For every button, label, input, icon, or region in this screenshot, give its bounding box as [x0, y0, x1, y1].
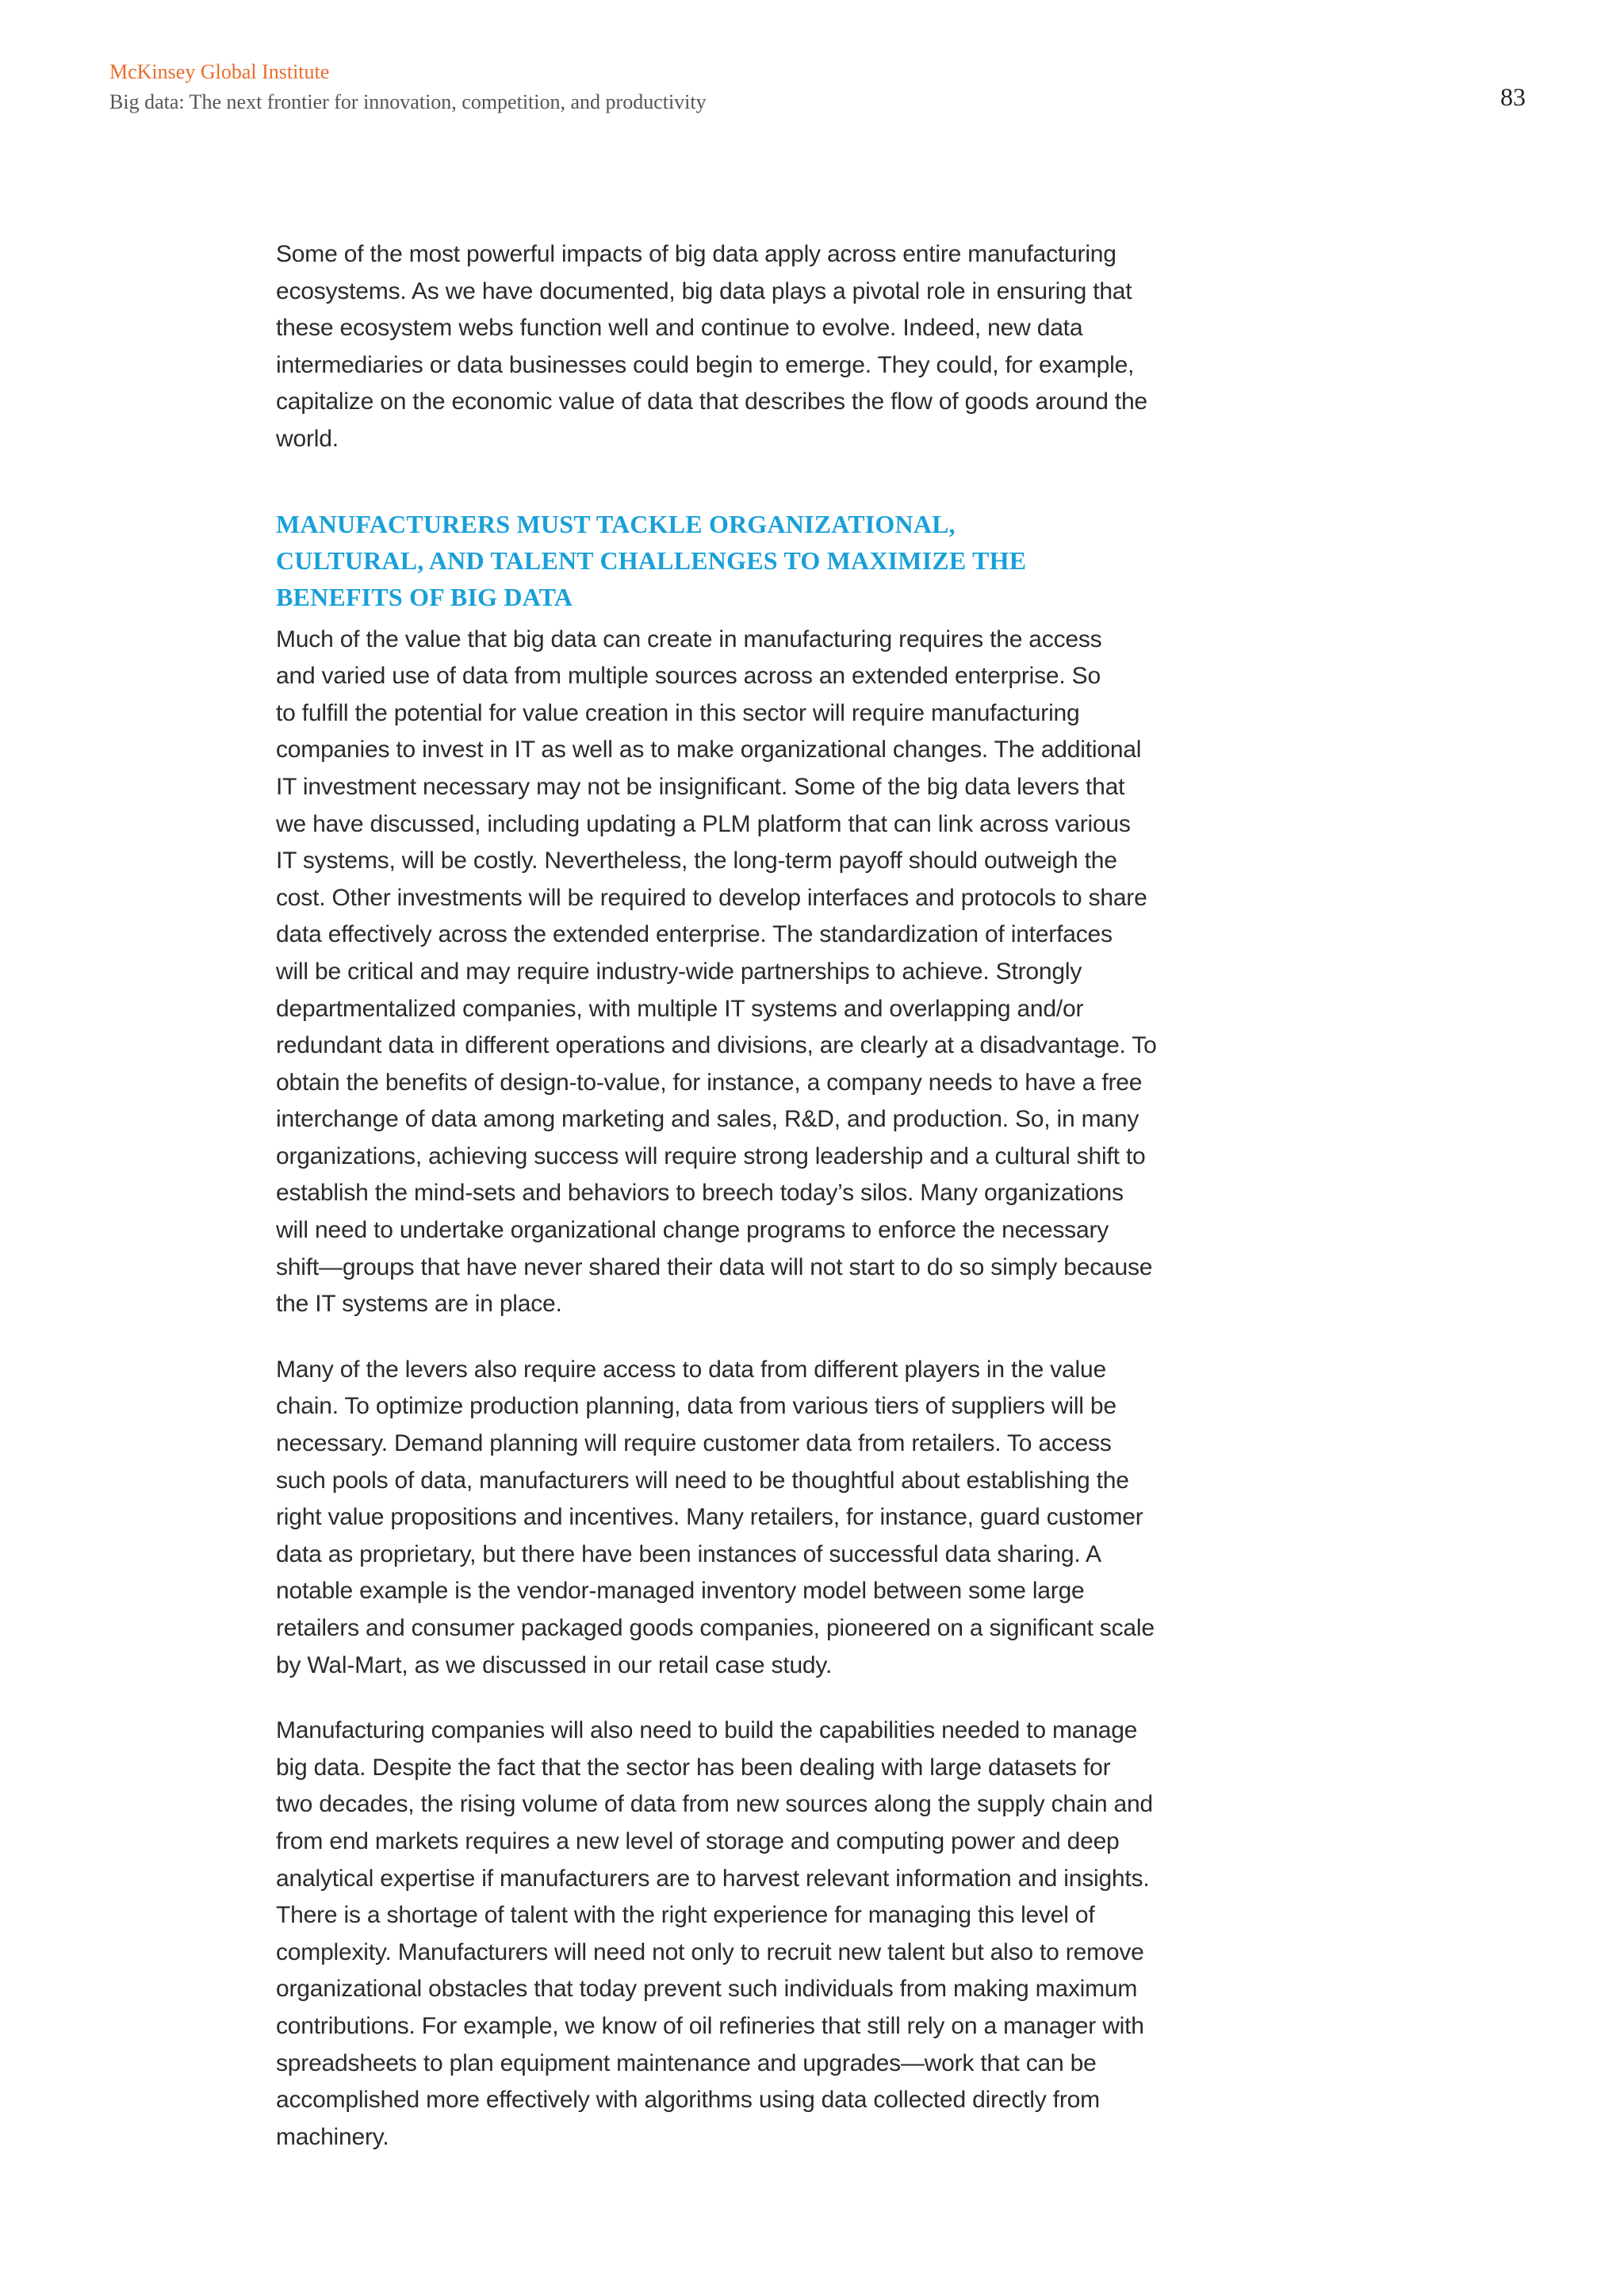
page-number: 83	[1500, 82, 1526, 111]
article-body	[276, 236, 1251, 2184]
body-paragraph-2: Many of the levers also require access to data from different players in the value chain. To optimize production planning, data from various tiers of suppliers will be necessary. Demand planning will require customer data from retailers. To access such pools of data, manufacturers will need to be thoughtful about establishing the right value propositions and incentives. Many retailers, for instance, guard customer data as proprietary, but there have been instances of successful data sharing. A notable example is the vendor-managed inventory model between some large retailers and consumer packaged goods companies, pioneered on a significant scale by Wal-Mart, as we discussed in our retail case study.	[276, 1356, 1155, 1678]
report-title: Big data: The next frontier for innovation, competition, and productivity	[109, 90, 707, 113]
body-paragraph-1: Much of the value that big data can create in manufacturing requires the access and varied use of data from multiple sources across an extended enterprise. So to fulfill the potential for value creation in this sector will require manufacturing companies to invest in IT as well as to make organizational changes. The additional IT investment necessary may not be insignificant. Some of the big data levers that we have discussed, including updating a PLM platform that can link across various IT systems, will be costly. Nevertheless, the long-term payoff should outweigh the cost. Other investments will be required to develop interfaces and protocols to share data effectively across the extended enterprise. The standardization of interfaces will be critical and may require industry-wide partnerships to achieve. Strongly departmentalized companies, with multiple IT systems and overlapping and/or redundant data in different operations and divisions, are clearly at a disadvantage. To obtain the benefits of design-to-value, for instance, a company needs to have a free interchange of data among marketing and sales, R&D, and production. So, in many organizations, achieving success will require strong leadership and a cultural shift to establish the mind-sets and behaviors to breech today’s silos. Many organizations will need to undertake organizational change programs to enforce the necessary shift—groups that have never shared their data will not start to do so simply because the IT systems are in place.	[276, 626, 1157, 1318]
section-heading: MANUFACTURERS MUST TACKLE ORGANIZATIONAL, CULTURAL, AND TALENT CHALLENGES TO MAXIMIZE THE BENEFITS OF BIG DATA	[276, 509, 1027, 611]
publisher-name: McKinsey Global Institute	[109, 60, 330, 83]
intro-paragraph: Some of the most powerful impacts of big data apply across entire manufacturing ecosystems. As we have documented, big data plays a pivotal role in ensuring that these ecosystem webs function well and continue to evolve. Indeed, new data intermediaries or data businesses could begin to emerge. They could, for example, capitalize on the economic value of data that describes the flow of goods around the world.	[276, 241, 1147, 452]
body-paragraph-3: Manufacturing companies will also need to build the capabilities needed to manage big data. Despite the fact that the sector has been dealing with large datasets for two decades, the rising volume of data from new sources along the supply chain and from end markets requires a new level of storage and computing power and deep analytical expertise if manufacturers are to harvest relevant information and insights. There is a shortage of talent with the right experience for managing this level of complexity. Manufacturers will need not only to recruit new talent but also to remove organizational obstacles that today prevent such individuals from making maximum contributions. For example, we know of oil refineries that still rely on a manager with spreadsheets to plan equipment maintenance and upgrades—work that can be accomplished more effectively with algorithms using data collected directly from machinery.	[276, 1717, 1153, 2150]
page-header	[109, 57, 1537, 117]
